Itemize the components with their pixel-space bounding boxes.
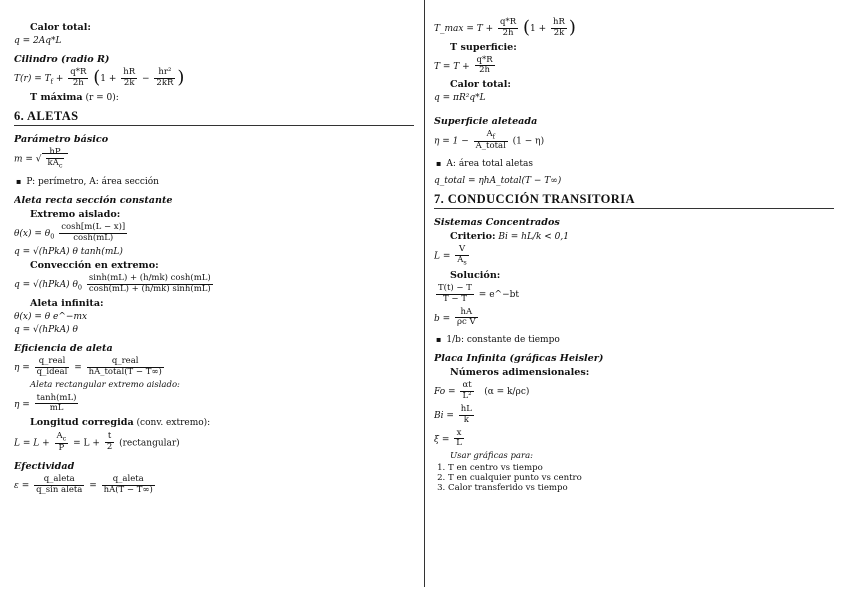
bullet-af: ▪ A: área total aletas bbox=[436, 159, 834, 169]
heat-total-label: Calor total: bbox=[30, 22, 91, 33]
right-column bbox=[434, 0, 834, 599]
tsup-label: T superficie: bbox=[450, 41, 517, 53]
aleta-inf-label: Aleta infinita: bbox=[30, 297, 104, 309]
lc-eq: L = L + $\frac{A_c}{P}$ = L + $\frac{t}{2}$ (rectangular) bbox=[14, 430, 180, 453]
left-column bbox=[14, 0, 414, 599]
ef-note: Aleta rectangular extremo aislado: bbox=[30, 379, 180, 390]
list-item: 1. T en centro vs tiempo bbox=[448, 464, 834, 474]
graph-uses-list bbox=[434, 464, 834, 494]
solucion-label: Solución: bbox=[450, 269, 501, 281]
cylinder-temp-eq: $T(r) = T_f$ + $\frac{q*R}{2h}$ (1 + $\frac{hR}{2k}$ − $\frac{\text{hr²}}{2kR}$ ) bbox=[14, 67, 185, 89]
extremo-aislado-label: Extremo aislado: bbox=[30, 209, 121, 221]
param-eq: m = √ $\frac{hP}{kA_c}$ bbox=[14, 148, 414, 170]
tsup-eq: T = T + $\frac{q*R}{2h}$ bbox=[434, 54, 493, 76]
sol-eq: $\frac{T(t) - T}{T - T}$ = e^−bt bbox=[438, 282, 519, 304]
sup-aleteada-title: Superficie aleteada bbox=[434, 115, 538, 127]
section-7-title: 7. CONDUCCIÓN TRANSITORIA bbox=[434, 192, 834, 208]
ce-q-eq: q = √(hPkA) $\theta_0$ $\frac{\sinh(mL) + (h/mk) \cosh(mL)}{\cosh(mL) + (h/mk) \sinh(mL)}$ bbox=[14, 273, 211, 294]
fo-eq: Fo = $\frac{\alpha t}{\text{L²}}$ (α = k/ρc) bbox=[434, 380, 530, 402]
heat-total-label-right: Calor total: bbox=[450, 79, 511, 91]
bi-eq: Bi = $\frac{hL}{k}$ bbox=[434, 403, 472, 425]
conv-extremo-label: Convección en extremo: bbox=[30, 260, 159, 272]
usar-note: Usar gráficas para: bbox=[450, 451, 533, 462]
section-6-title: 6. ALETAS bbox=[14, 109, 414, 125]
numeros-label: Números adimensionales: bbox=[450, 367, 590, 379]
cylinder-tmax: T máxima (r = 0): bbox=[30, 92, 119, 104]
ai-theta-eq: θ(x) = θ e^−mx bbox=[14, 311, 88, 322]
cylinder-title: Cilindro (radio R) bbox=[14, 54, 110, 66]
heat-total-eq: q = 2Aq*L bbox=[14, 36, 62, 47]
bullet-tau: ▪ 1/b: constante de tiempo bbox=[436, 335, 834, 345]
ea-q-eq: q = √(hPkA) θ tanh(mL) bbox=[14, 246, 123, 257]
ea-theta-eq: $\theta(x) = \theta_0$ $\frac{\cosh[m(L - x)]}{\cosh(mL)}$ bbox=[14, 222, 126, 243]
ai-q-eq: q = √(hPkA) θ bbox=[14, 324, 78, 335]
list-item: 2. T en cualquier punto vs centro bbox=[448, 474, 834, 484]
ef-eq: η = $\frac{\text{q\_real}}{\text{q\_ideal}}$ = $\frac{\text{q\_real}}{\text{hA\_total(T − T∞)}}$ bbox=[14, 356, 162, 378]
q-total-eq: q_total = ηhA_total(T − T∞) bbox=[434, 175, 562, 186]
xi-eq: ξ = $\frac{x}{L}$ bbox=[434, 427, 462, 449]
sa-eq: η = 1 − $\frac{A_f}{\text{A\_total}}$ (1 − η) bbox=[434, 128, 545, 151]
aleta-recta-title: Aleta recta sección constante bbox=[14, 195, 173, 207]
long-corr: Longitud corregida (conv. extremo): bbox=[30, 417, 211, 429]
efe-eq: ε = $\frac{\text{q\_aleta}}{\text{q\_sin aleta}}$ = $\frac{\text{q\_aleta}}{hA(T - T\infty)}$ bbox=[14, 474, 153, 496]
criterio: Criterio: Bi = hL/k < 0,1 bbox=[450, 230, 569, 242]
list-item: 3. Calor transferido vs tiempo bbox=[448, 484, 834, 494]
lc-right-eq: L = $\frac{V}{A_s}$ bbox=[434, 244, 467, 267]
eficiencia-title: Eficiencia de aleta bbox=[14, 343, 113, 355]
ef2-eq: η = $\frac{\tanh(mL)}{mL}$ bbox=[14, 392, 77, 414]
column-divider bbox=[424, 0, 425, 587]
b-eq: b = $\frac{hA}{\text{ρc V}}$ bbox=[434, 306, 476, 328]
bullet-perimeter: ▪ P: perímetro, A: área sección bbox=[16, 177, 414, 187]
placa-title: Placa Infinita (gráficas Heisler) bbox=[434, 353, 604, 365]
tmax-eq: T_max = T + $\frac{q*R}{2h}$ (1 + $\frac{hR}{2k}$ ) bbox=[434, 17, 576, 38]
sistemas-title: Sistemas Concentrados bbox=[434, 216, 560, 228]
heat-total-eq-right: q = πR²q*L bbox=[434, 93, 486, 104]
efectividad-title: Efectividad bbox=[14, 461, 75, 473]
param-title: Parámetro básico bbox=[14, 133, 109, 145]
